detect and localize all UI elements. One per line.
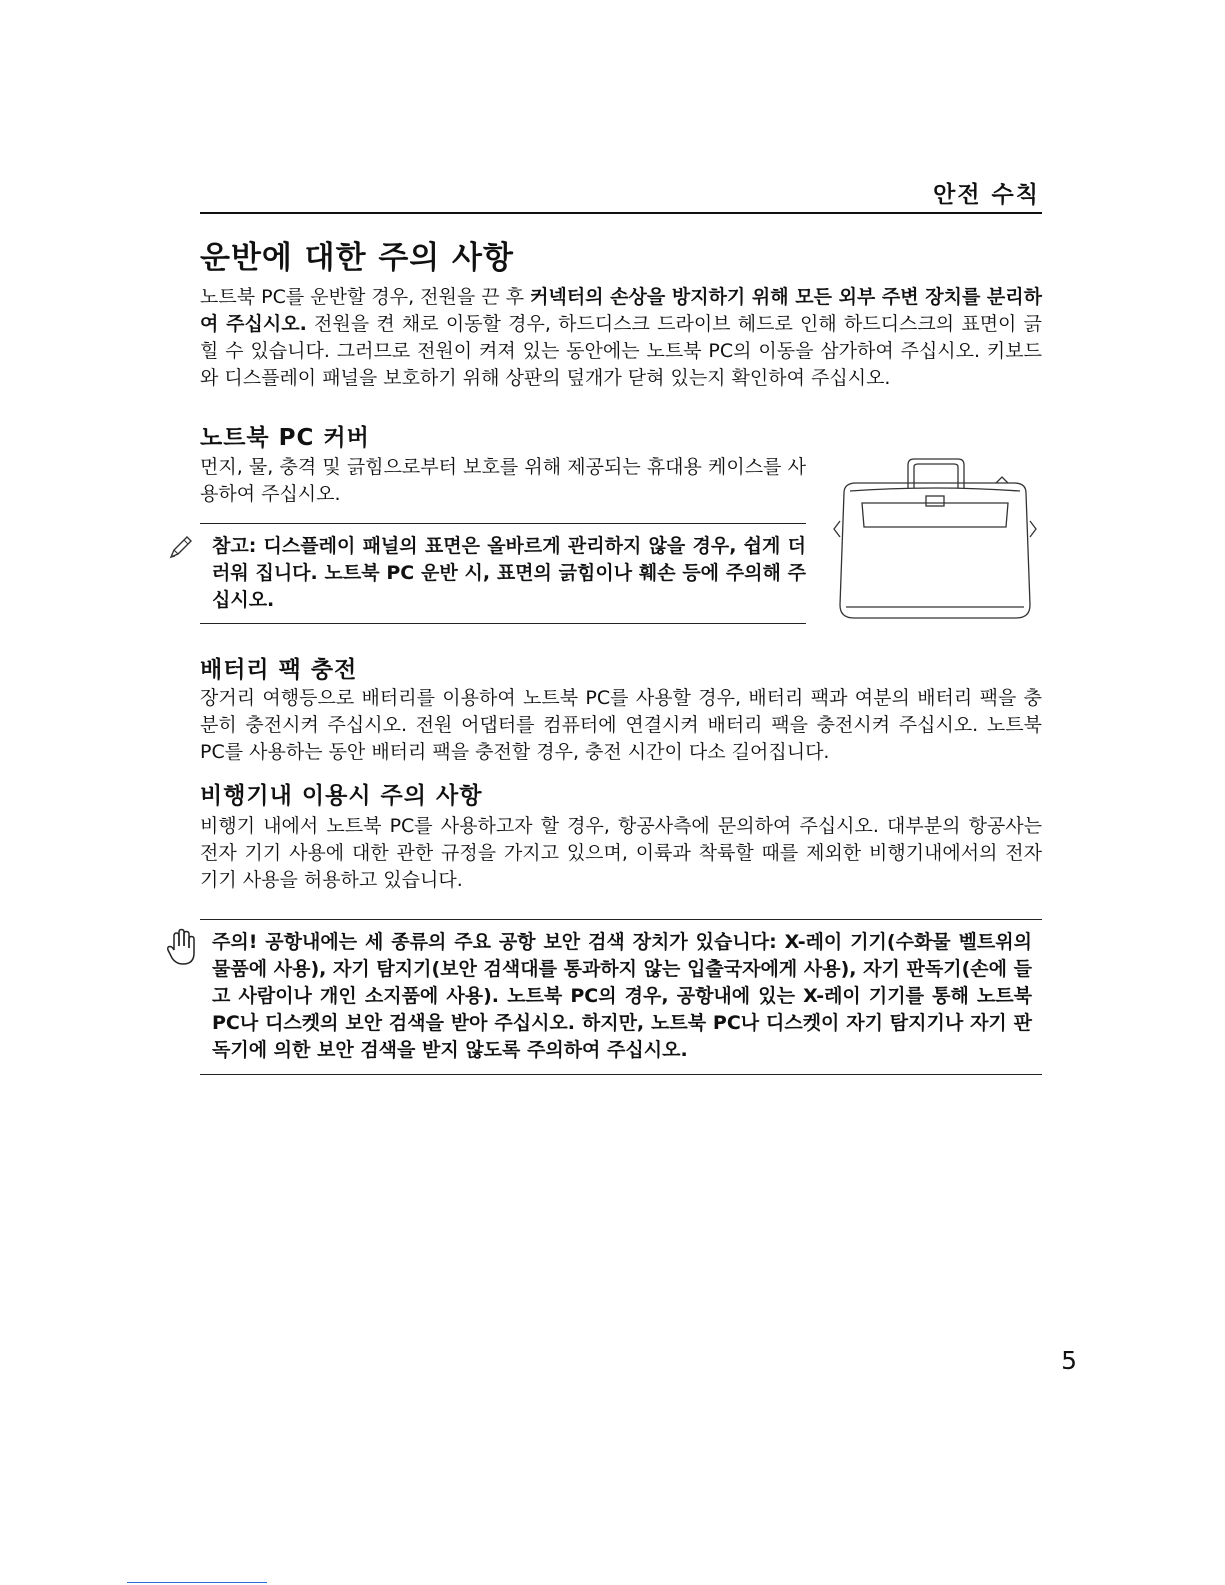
header-divider <box>200 212 1042 214</box>
bottom-link-line <box>127 1582 267 1583</box>
airplane-heading: 비행기내 이용시 주의 사항 <box>200 783 483 809</box>
note-box <box>200 523 806 624</box>
battery-heading: 배터리 팩 충전 <box>200 657 358 683</box>
hand-stop-icon <box>166 928 196 966</box>
transport-text-end: 전원을 켠 채로 이동할 경우, 하드디스크 드라이브 헤드로 인해 하드디스크의 표면이 긁힐 수 있습니다. 그러므로 전원이 켜져 있는 동안에는 노트북 PC의 이동을 삼가하여 주십시오. 키보드와 디스플레이 패널을 보호하기 위해 상판의 덮개가 닫혀 있는지 확인하여 주십시오. <box>200 313 1042 389</box>
transport-paragraph <box>200 284 1042 392</box>
transport-text-bold: 커넥터의 손상을 방지하기 위해 모든 외부 주변 장치를 분리하여 주십시오. <box>200 286 1042 335</box>
battery-paragraph: 장거리 여행등으로 배터리를 이용하여 노트북 PC를 사용할 경우, 배터리 팩과 여분의 배터리 팩을 충분히 충전시켜 주십시오. 전원 어댑터를 컴퓨터에 연결시켜 배터리 팩을 충전시켜 주십시오. 노트북 PC를 사용하는 동안 배터리 팩을 충전할 경우, 충전 시간이 다소 길어집니다. <box>200 687 1042 763</box>
cover-heading: 노트북 PC 커버 <box>200 425 370 451</box>
page-title: 운반에 대한 주의 사항 <box>200 240 514 276</box>
transport-text-start: 노트북 PC를 운반할 경우, 전원을 끈 후 <box>200 286 531 308</box>
note-text: 참고: 디스플레이 패널의 표면은 올바르게 관리하지 않을 경우, 쉽게 더러워 집니다. 노트북 PC 운반 시, 표면의 긁힘이나 훼손 등에 주의해 주십시오. <box>212 535 806 611</box>
pencil-icon <box>168 534 194 560</box>
section-title: 안전 수칙 <box>933 182 1040 208</box>
carrying-case-icon <box>830 455 1040 625</box>
warning-text: 주의! 공항내에는 세 종류의 주요 공항 보안 검색 장치가 있습니다: X-레이 기기(수화물 벨트위의 물품에 사용), 자기 탐지기(보안 검색대를 통과하지 않는 입출국자에게 사용), 자기 판독기(손에 들고 사람이나 개인 소지품에 사용). 노트북 PC의 경우, 공항내에 있는 X-레이 기기를 통해 노트북 PC나 디스켓의 보안 검색을 받아 주십시오. 하지만, 노트북 PC나 디스켓이 자기 탐지기나 자기 판독기에 의한 보안 검색을 받지 않도록 주의하여 주십시오. <box>212 931 1032 1061</box>
page-number: 5 <box>1061 1346 1077 1375</box>
cover-paragraph: 먼지, 물, 충격 및 긁힘으로부터 보호를 위해 제공되는 휴대용 케이스를 사용하여 주십시오. <box>200 456 806 505</box>
airplane-paragraph: 비행기 내에서 노트북 PC를 사용하고자 할 경우, 항공사측에 문의하여 주십시오. 대부분의 항공사는 전자 기기 사용에 대한 관한 규정을 가지고 있으며, 이륙과 착륙할 때를 제외한 비행기내에서의 전자 기기 사용을 허용하고 있습니다. <box>200 815 1042 891</box>
warning-box <box>200 919 1042 1075</box>
